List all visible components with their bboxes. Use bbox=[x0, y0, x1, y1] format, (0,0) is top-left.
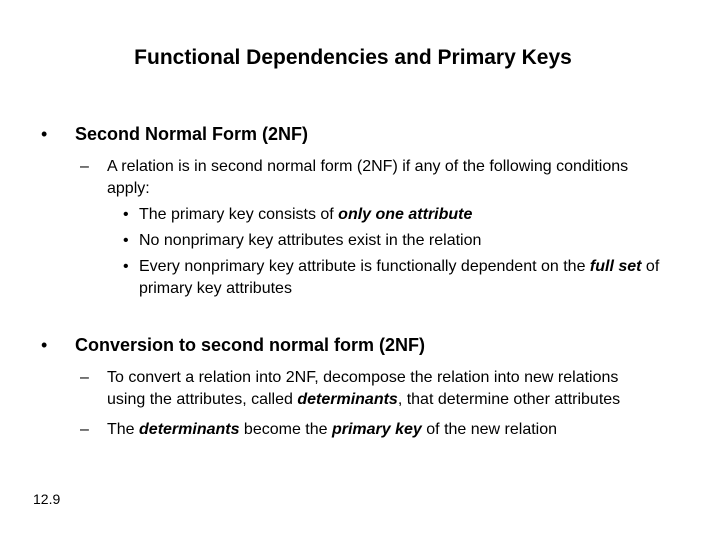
section-conversion bbox=[0, 333, 720, 441]
section-heading-text: Conversion to second normal form (2NF) bbox=[75, 335, 426, 355]
bullet-icon: • bbox=[41, 124, 48, 144]
sub-point-text-tail: of the new relation bbox=[421, 421, 558, 438]
sub-point bbox=[0, 367, 637, 411]
condition-text-tail: of primary key attributes bbox=[139, 258, 660, 297]
bullet-icon: • bbox=[123, 232, 129, 249]
dash-icon: – bbox=[80, 158, 89, 175]
slide-title: Functional Dependencies and Primary Keys bbox=[134, 46, 572, 69]
section-second-normal-form bbox=[0, 122, 720, 300]
condition-text: Every nonprimary key attribute is functionally dependent on the bbox=[139, 258, 590, 275]
sub-point-text: A relation is in second normal form (2NF) if any of the following conditions apply: bbox=[107, 158, 629, 197]
sub-point bbox=[0, 419, 637, 441]
condition-item bbox=[0, 256, 699, 300]
section-heading bbox=[0, 333, 720, 357]
sub-point-emphasis-2: primary key bbox=[331, 421, 422, 438]
sub-point-emphasis: determinants bbox=[139, 421, 240, 438]
sub-point-text: The bbox=[107, 421, 140, 438]
sub-point-text-tail: , that determine other attributes bbox=[397, 391, 621, 408]
sub-point bbox=[0, 156, 637, 200]
condition-emphasis: full set bbox=[589, 258, 642, 275]
condition-item bbox=[0, 230, 699, 252]
bullet-icon: • bbox=[123, 206, 129, 223]
page-number: 12.9 bbox=[33, 491, 61, 507]
sub-point-text: To convert a relation into 2NF, decompose the relation into new relations using the attributes, called bbox=[107, 369, 619, 408]
section-heading bbox=[0, 122, 720, 146]
dash-icon: – bbox=[80, 421, 89, 438]
condition-item bbox=[0, 204, 699, 226]
condition-text: No nonprimary key attributes exist in the relation bbox=[139, 232, 482, 249]
bullet-icon: • bbox=[41, 335, 48, 355]
bullet-icon: • bbox=[123, 258, 129, 275]
section-heading-text: Second Normal Form (2NF) bbox=[75, 124, 309, 144]
condition-text: The primary key consists of bbox=[139, 206, 339, 223]
sub-point-text-middle: become the bbox=[239, 421, 332, 438]
condition-emphasis: only one attribute bbox=[338, 206, 473, 223]
sub-point-emphasis: determinants bbox=[297, 391, 398, 408]
dash-icon: – bbox=[80, 369, 89, 386]
